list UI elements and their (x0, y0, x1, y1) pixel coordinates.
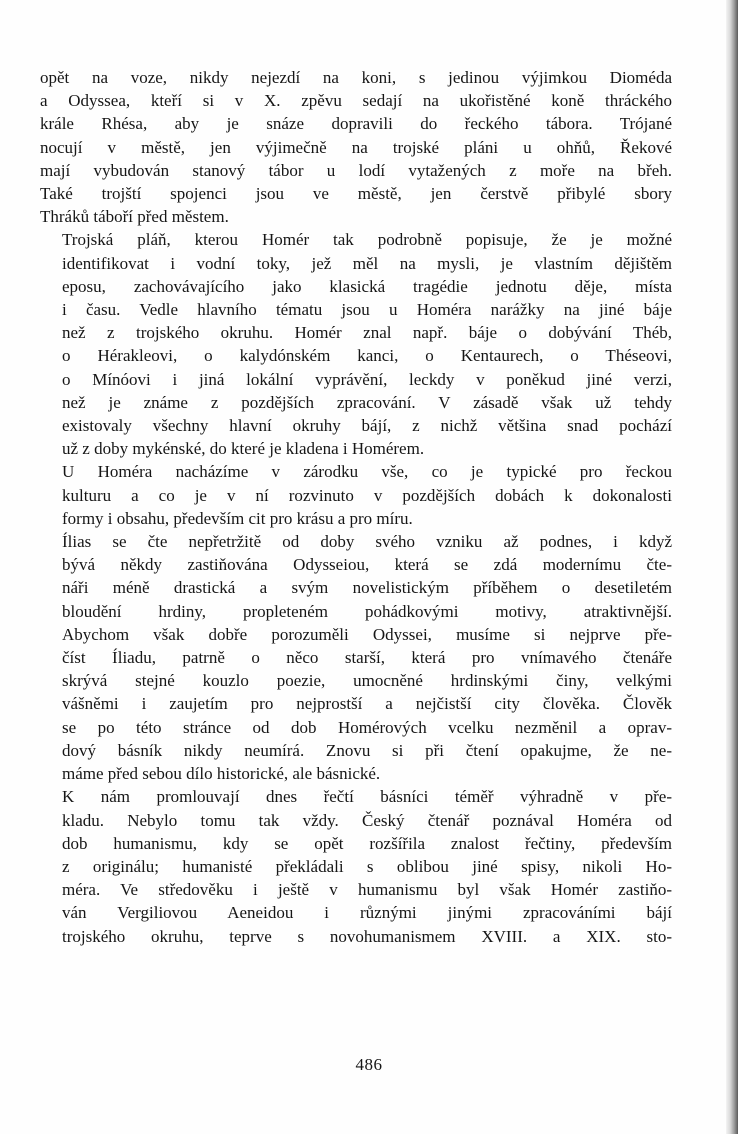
text-line: bývá někdy zastiňována Odysseiou, která se zdá modernímu čte- (62, 555, 672, 575)
text-line: a Odyssea, kteří si v X. zpěvu sedají na ukořistěné koně thráckého (40, 91, 672, 111)
text-line: kladu. Nebylo tomu tak vždy. Český čtenář poznával Homéra od (62, 810, 672, 830)
text-line: U Homéra nacházíme v zárodku vše, co je typické pro řeckou (62, 462, 672, 482)
paragraph-2 (40, 228, 672, 460)
paragraph-4 (40, 530, 672, 785)
text-line: krále Rhésa, aby je snáze dopravili do řeckého tábora. Trójané (40, 114, 672, 134)
text-line: se po této stránce od dob Homérových vcelku nezměnil a oprav- (62, 717, 672, 737)
text-line: Ílias se čte nepřetržitě od doby svého vzniku až podnes, i když (62, 532, 672, 552)
text-line: Thráků táboří před městem. (40, 207, 229, 227)
text-line: máme před sebou dílo historické, ale básnické. (62, 764, 381, 784)
text-line: K nám promlouvají dnes řečtí básníci téměř výhradně v pře- (62, 787, 672, 807)
text-line: dob humanismu, kdy se opět rozšířila znalost řečtiny, především (62, 833, 672, 853)
text-line: Také trojští spojenci jsou ve městě, jen čerstvě přibylé sbory (40, 184, 672, 204)
text-line: opět na voze, nikdy nejezdí na koni, s jedinou výjimkou Dioméda (40, 68, 672, 87)
text-line: vášněmi i zaujetím pro nejprostší a nejčistší city člověka. Člověk (62, 694, 672, 714)
text-line: mají vybudován stanový tábor u lodí vytažených z moře na břeh. (40, 160, 672, 180)
text-line: z originálu; humanisté překládali s oblibou jiné spisy, nikoli Ho- (62, 856, 672, 876)
text-line: o Mínóovi i jiná lokální vyprávění, leckdy v poněkud jiné verzi, (62, 369, 672, 389)
body-text (40, 66, 672, 948)
text-line: existovaly všechny hlavní okruhy bájí, z nichž většina snad pochází (62, 416, 672, 436)
text-line: nocují v městě, jen výjimečně na trojské pláni u ohňů, Řekové (40, 137, 672, 157)
text-line: Abychom však dobře porozuměli Odyssei, musíme si nejprve pře- (62, 624, 672, 644)
text-line: než z trojského okruhu. Homér znal např. báje o dobývání Théb, (62, 323, 672, 343)
paragraph-1 (40, 66, 672, 228)
text-line: než je známe z pozdějších zpracování. V zásadě však už tehdy (62, 392, 672, 412)
text-line: eposu, zachovávajícího jako klasická tragédie jednotu děje, místa (62, 276, 672, 296)
text-line: už z doby mykénské, do které je kladena i Homérem. (62, 439, 425, 459)
page-edge-shadow (726, 0, 738, 1134)
text-line: skrývá stejné kouzlo poezie, umocněné hrdinskými činy, velkými (62, 671, 672, 691)
text-line: náři méně drastická a svým novelistickým příběhem o desetiletém (62, 578, 672, 598)
text-line: i času. Vedle hlavního tématu jsou u Homéra narážky na jiné báje (62, 300, 672, 320)
text-line: trojského okruhu, teprve s novohumanismem XVIII. a XIX. sto- (62, 926, 672, 946)
text-line: kulturu a co je v ní rozvinuto v pozdějších dobách k dokonalosti (62, 485, 672, 505)
paragraph-3 (40, 460, 672, 530)
text-line: formy i obsahu, především cit pro krásu a pro míru. (62, 508, 413, 528)
text-line: číst Íliadu, patrně o něco starší, která pro vnímavého čtenáře (62, 648, 672, 668)
page-number: 486 (355, 1055, 383, 1074)
text-line: bloudění hrdiny, propleteném pohádkovými motivy, atraktivnější. (62, 601, 672, 621)
text-line: Trojská pláň, kterou Homér tak podrobně popisuje, že je možné (62, 230, 672, 250)
text-line: ván Vergiliovou Aeneidou i různými jinými zpracováními bájí (62, 903, 672, 923)
text-line: dový básník nikdy neumírá. Znovu si při čtení opakujme, že ne- (62, 740, 672, 760)
paragraph-5 (40, 785, 672, 947)
text-line: identifikovat i vodní toky, jež měl na mysli, je vlastním dějištěm (62, 253, 672, 273)
text-line: o Hérakleovi, o kalydónském kanci, o Kentaurech, o Théseovi, (62, 346, 672, 366)
text-line: méra. Ve středověku i ještě v humanismu byl však Homér zastiňo- (62, 880, 672, 900)
